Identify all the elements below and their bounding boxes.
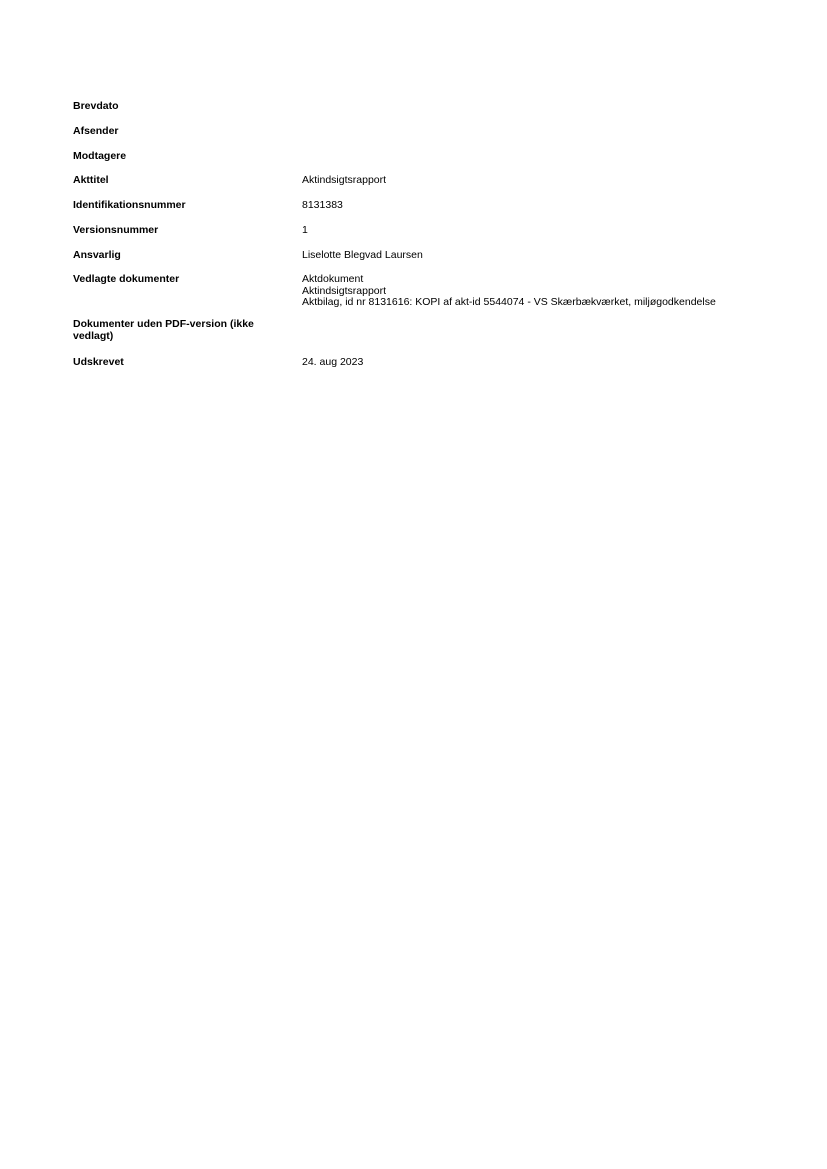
field-label-dokumenter-uden-pdf: Dokumenter uden PDF-version (ikke vedlagt) [73, 318, 254, 342]
field-value-akttitel: Aktindsigtsrapport [302, 174, 387, 186]
field-row-ansvarlig [73, 250, 753, 274]
field-value-versionsnummer: 1 [302, 224, 308, 236]
field-value-udskrevet: 24. aug 2023 [302, 356, 364, 368]
field-row-versionsnummer [73, 225, 753, 250]
field-row-akttitel [73, 175, 753, 200]
field-row-vedlagte-dokumenter [73, 274, 753, 319]
field-value-vedlagte-dokumenter [302, 274, 753, 309]
attached-document-item: Aktbilag, id nr 8131616: KOPI af akt-id 5544074 - VS Skærbækværket, miljøgodkendelse [302, 296, 716, 308]
field-label-brevdato: Brevdato [73, 100, 119, 112]
field-label-versionsnummer: Versionsnummer [73, 224, 159, 236]
field-label-ansvarlig: Ansvarlig [73, 249, 121, 261]
field-value-identifikationsnummer: 8131383 [302, 199, 343, 211]
field-label-modtagere: Modtagere [73, 150, 127, 162]
attached-document-item: Aktdokument [302, 273, 364, 285]
field-row-modtagere [73, 151, 753, 175]
field-label-identifikationsnummer: Identifikationsnummer [73, 199, 186, 211]
attached-document-item: Aktindsigtsrapport [302, 284, 387, 297]
field-row-identifikationsnummer [73, 200, 753, 225]
field-row-dokumenter-uden-pdf [73, 319, 753, 357]
field-row-brevdato [73, 101, 753, 126]
field-label-vedlagte-dokumenter: Vedlagte dokumenter [73, 273, 180, 285]
field-row-afsender [73, 126, 753, 151]
document-metadata-table [73, 101, 753, 377]
field-label-afsender: Afsender [73, 125, 119, 137]
field-row-udskrevet [73, 357, 753, 377]
field-value-ansvarlig: Liselotte Blegvad Laursen [302, 249, 423, 261]
field-label-akttitel: Akttitel [73, 174, 109, 186]
field-label-udskrevet: Udskrevet [73, 356, 124, 368]
